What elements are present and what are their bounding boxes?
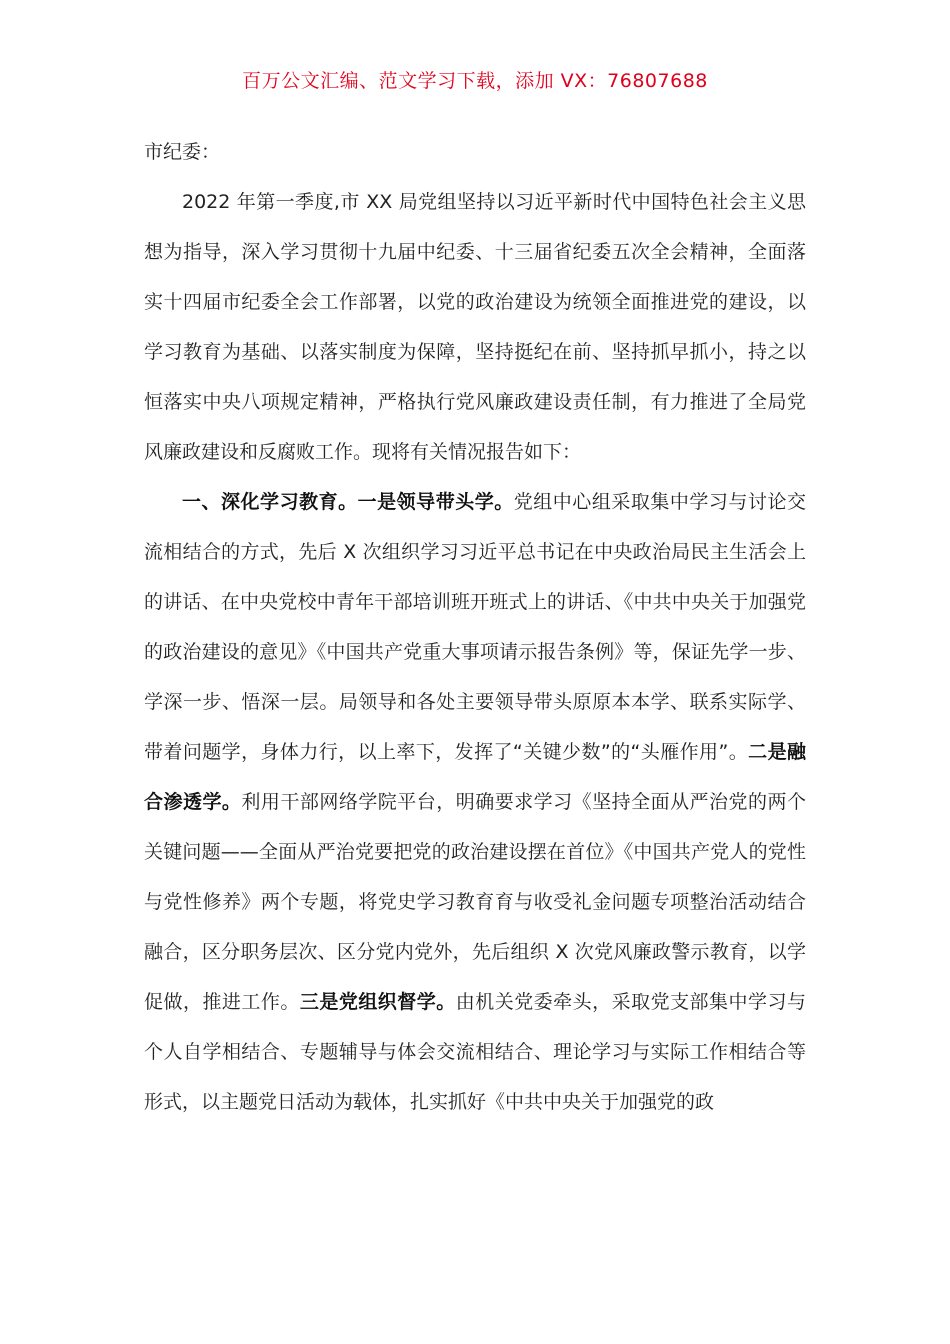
paragraph-intro: 2022 年第一季度,市 XX 局党组坚持以习近平新时代中国特色社会主义思想为指导，深入学习贯彻十九届中纪委、十三届省纪委五次全会精神，全面落实十四届市纪委全会工作部署，以党的政治建设为统领全面推进党的建设，以学习教育为基础、以落实制度为保障，坚持挺纪在前、坚持抓早抓小，持之以恒落实中央八项规定精神，严格执行党风廉政建设责任制，有力推进了全局党风廉政建设和反腐败工作。现将有关情况报告如下： <box>144 191 806 463</box>
item-heading-2: 二是融合渗透学。 <box>144 741 806 813</box>
item-heading-3: 三是党组织督学。 <box>299 991 456 1013</box>
document-body <box>144 127 806 1127</box>
paragraph-section-1 <box>144 477 806 1127</box>
salutation: 市纪委： <box>144 141 221 163</box>
header-banner: 百万公文汇编、范文学习下载，添加 VX：76807688 <box>242 70 708 92</box>
item-text-3: 由机关党委牵头，采取党支部集中学习与个人自学相结合、专题辅导与体会交流相结合、理论学习与实际工作相结合等形式，以主题党日活动为载体，扎实抓好《中共中央关于加强党的政 <box>144 991 806 1113</box>
item-heading-1: 一是领导带头学。 <box>357 491 514 513</box>
section-heading: 一、深化学习教育。 <box>182 491 358 513</box>
item-text-1: 党组中心组采取集中学习与讨论交流相结合的方式，先后 X 次组织学习习近平总书记在中央政治局民主生活会上的讲话、在中央党校中青年干部培训班开班式上的讲话、《中共中央关于加强党的政治建设的意见》《中国共产党重大事项请示报告条例》等，保证先学一步、学深一步、悟深一层。局领导和各处主要领导带头原原本本学、联系实际学、带着问题学，身体力行，以上率下，发挥了“关键少数”的“头雁作用”。 <box>144 491 806 763</box>
item-text-2: 利用干部网络学院平台，明确要求学习《坚持全面从严治党的两个关键问题——全面从严治党要把党的政治建设摆在首位》《中国共产党人的党性与党性修养》两个专题，将党史学习教育育与收受礼金问题专项整治活动结合融合，区分职务层次、区分党内党外，先后组织 X 次党风廉政警示教育，以学促做，推进工作。 <box>144 791 806 1013</box>
